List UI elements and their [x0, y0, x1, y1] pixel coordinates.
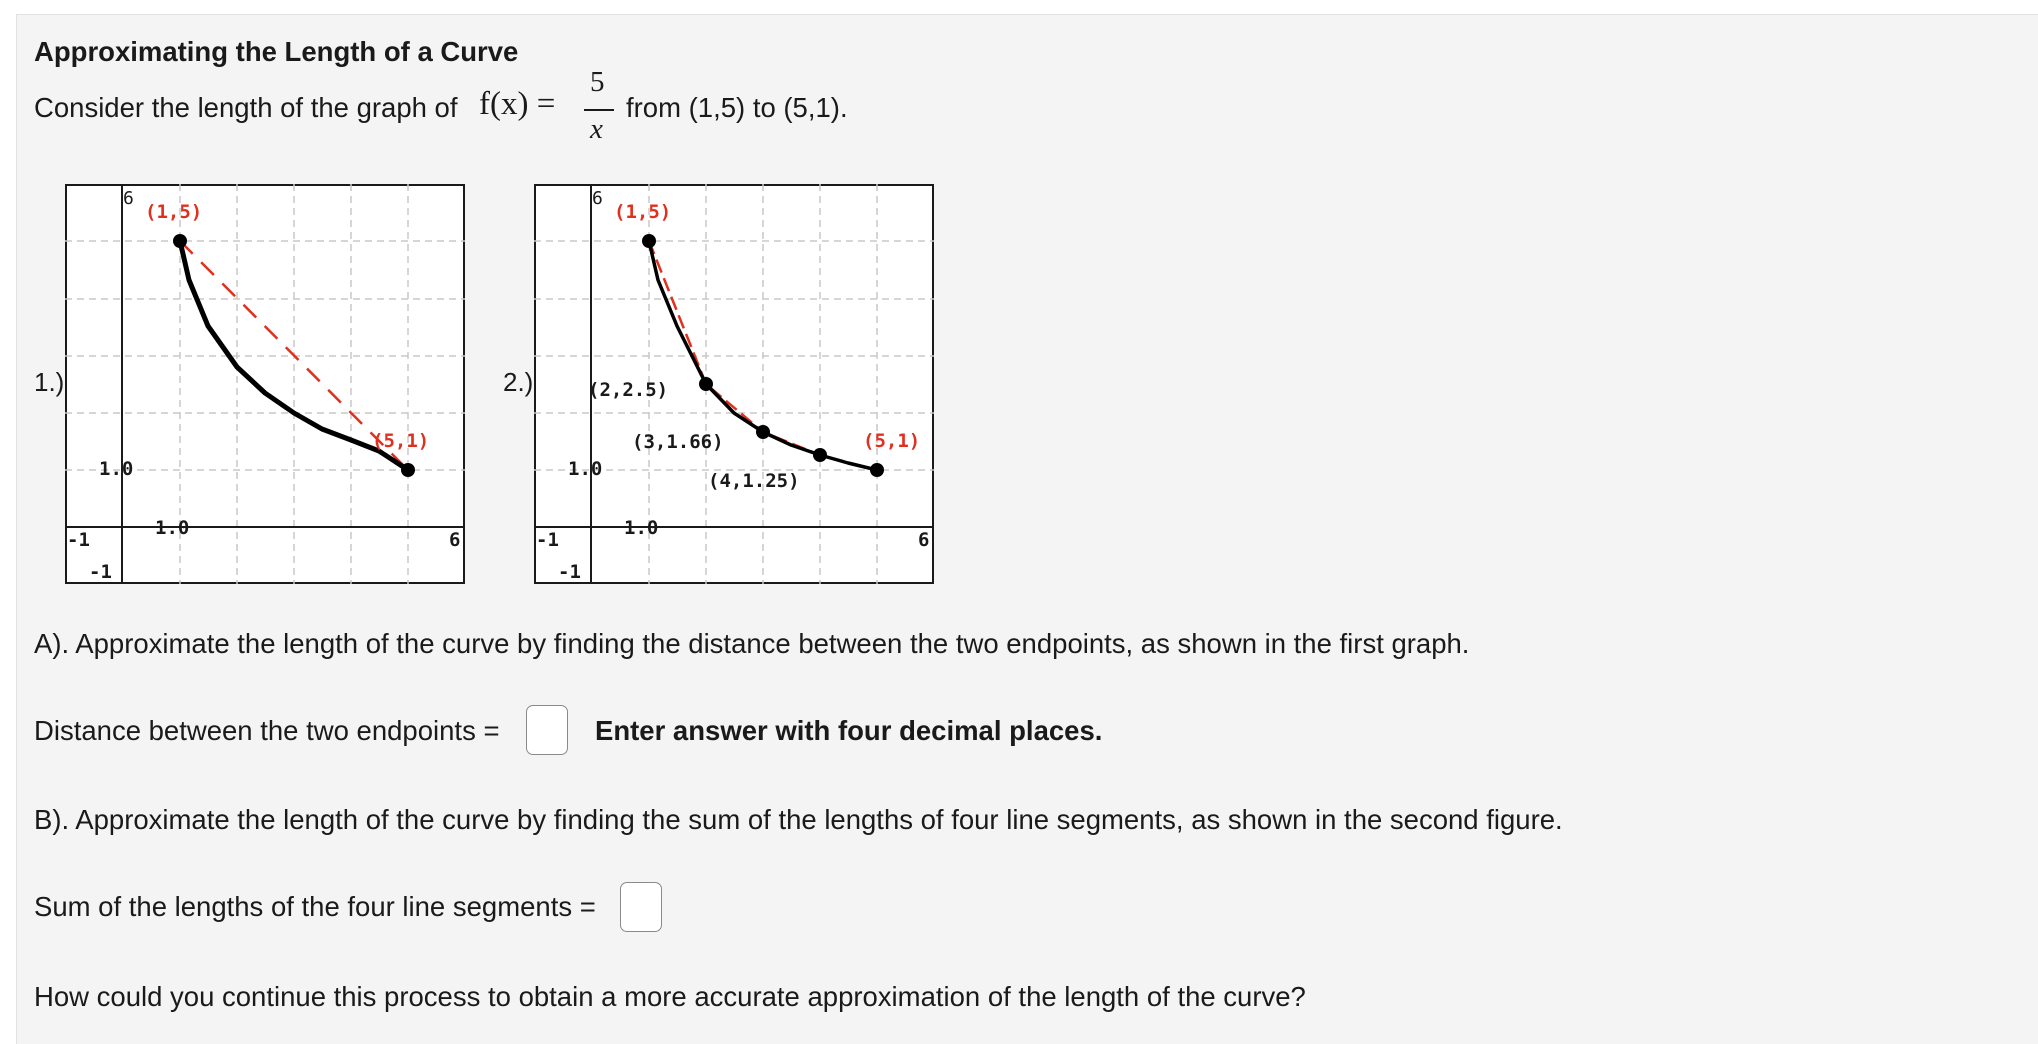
distance-answer-input[interactable] [526, 705, 568, 755]
graph-1-tick-y-top: 6 [123, 188, 134, 209]
graph-2-label: 2.) [503, 367, 534, 397]
part-b-answer-label: Sum of the lengths of the four line segments = [34, 891, 596, 922]
graph-2-tick-y-bottom: -1 [558, 561, 581, 583]
part-a-prompt: A). Approximate the length of the curve by finding the distance between the two endpoints, as shown in the first graph. [34, 628, 1470, 659]
graph-2-point-4 [813, 448, 827, 462]
graph-2-point-2 [699, 377, 713, 391]
fraction-bar [584, 109, 614, 111]
graph-1-point-start [173, 234, 187, 248]
graph-1-label: 1.) [34, 367, 65, 397]
graph-2-point-label-4: (4,1.25) [708, 470, 800, 492]
graph-1-tick-x-right: 6 [449, 529, 461, 551]
graph-2-point-label-5: (5,1) [863, 430, 921, 452]
graph-1-point-label-start: (1,5) [145, 201, 203, 223]
intro-suffix: from (1,5) to (5,1). [626, 92, 848, 123]
graph-2-point-label-3: (3,1.66) [632, 431, 724, 453]
part-a-answer-label: Distance between the two endpoints = [34, 715, 500, 746]
graph-1-tick-x-left: -1 [67, 529, 90, 551]
graph-1-point-end [401, 463, 415, 477]
graph-1-frame [66, 185, 464, 583]
part-c-prompt: How could you continue this process to obtain a more accurate approximation of the length of the curve? [34, 981, 1306, 1012]
part-a-instruction: Enter answer with four decimal places. [595, 715, 1103, 746]
graph-2-tick-y-one: 1.0 [568, 458, 603, 480]
graph-2-point-label-1: (1,5) [614, 201, 672, 223]
fraction-numerator: 5 [590, 66, 605, 98]
graph-1-tick-y-bottom: -1 [89, 561, 112, 583]
question-title: Approximating the Length of a Curve [34, 36, 519, 67]
graph-2-tick-x-right: 6 [918, 529, 930, 551]
graph-2-tick-x-one: 1.0 [624, 517, 659, 539]
graph-2-point-3 [756, 425, 770, 439]
graph-1-point-label-end: (5,1) [372, 430, 430, 452]
graph-2-point-5 [870, 463, 884, 477]
graph-2-point-1 [642, 234, 656, 248]
graph-2-point-label-2: (2,2.5) [588, 379, 669, 401]
graph-1-tick-y-one: 1.0 [99, 458, 134, 480]
segments-sum-answer-input[interactable] [620, 882, 662, 932]
graph-2-tick-y-top: 6 [592, 188, 603, 209]
graph-1-tick-x-one: 1.0 [155, 517, 190, 539]
graph-2 [534, 184, 934, 584]
part-b-prompt: B). Approximate the length of the curve by finding the sum of the lengths of four line segments, as shown in the second figure. [34, 804, 1563, 835]
fraction-denominator: x [590, 113, 603, 145]
graph-1 [65, 184, 465, 584]
graph-2-tick-x-left: -1 [536, 529, 559, 551]
intro-text: Consider the length of the graph of [34, 92, 458, 123]
function-expression: f(x) = [479, 86, 556, 122]
